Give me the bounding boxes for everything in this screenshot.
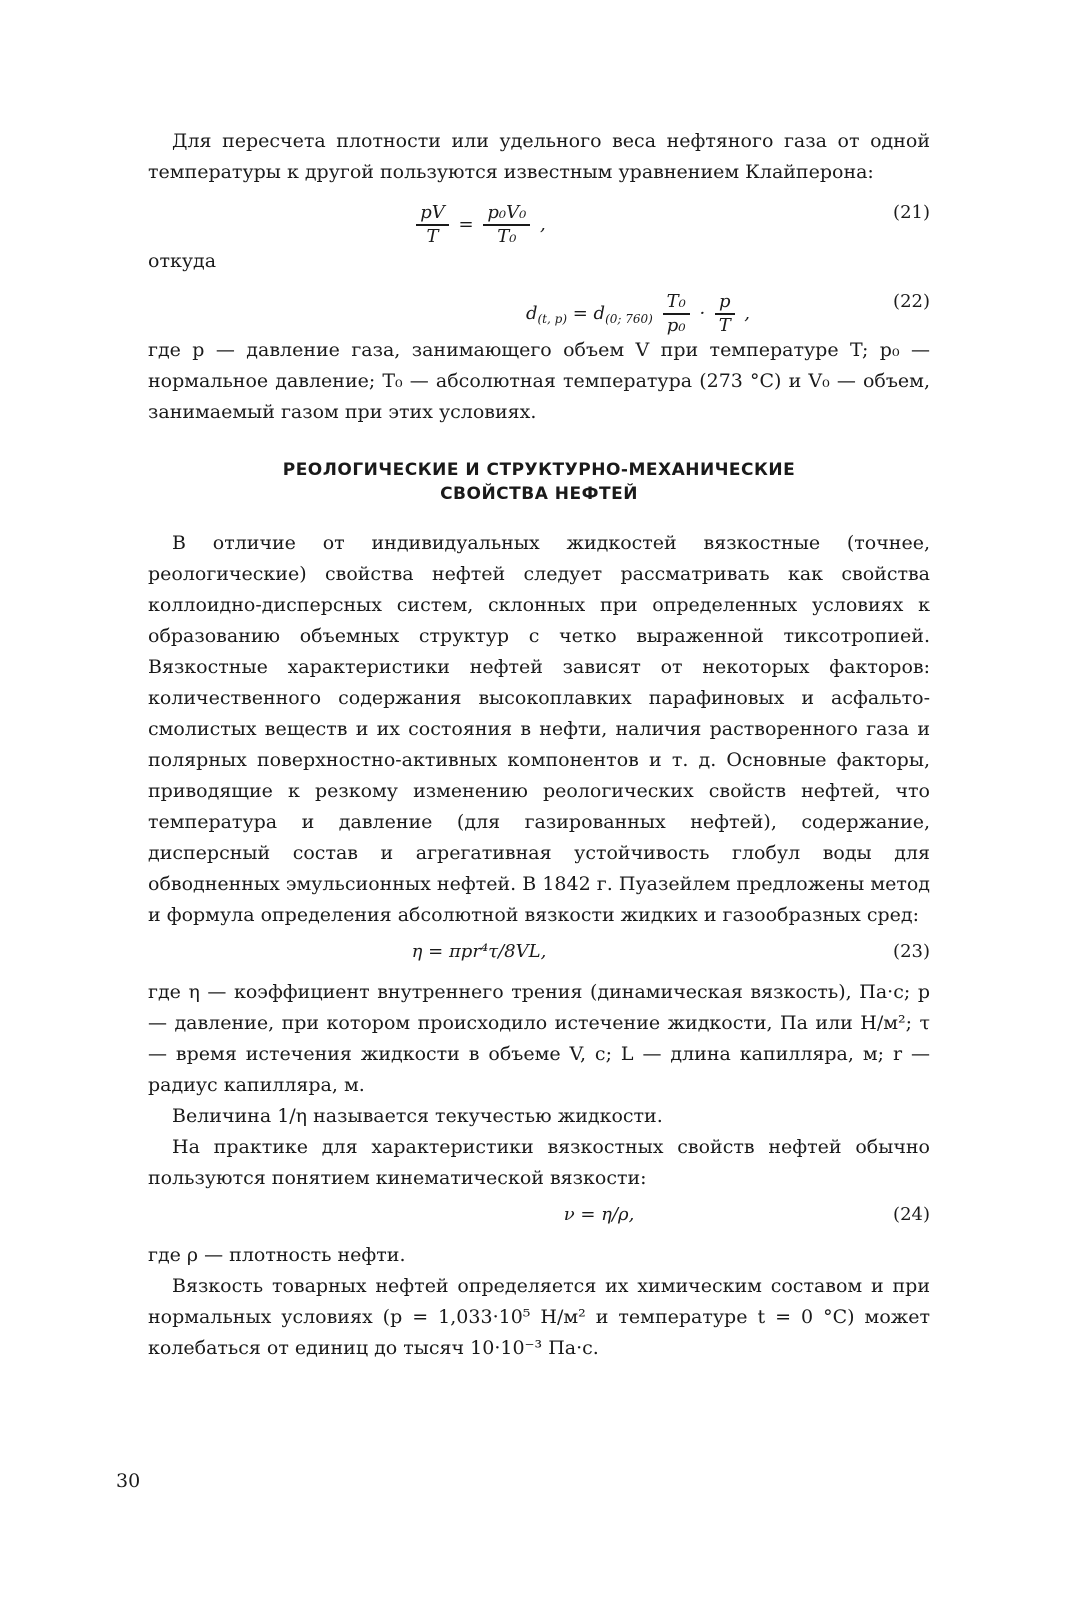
page-body (148, 126, 930, 1364)
formula-22-frac2-denominator: T (718, 315, 731, 336)
where-paragraph-1: где p — давление газа, занимающего объем V при температуре T; p₀ — нормальное давление; T₀ — абсолютная температура (273 °С) и V₀ — объем, занимаемый газом при этих условиях. (148, 339, 930, 423)
formula-21 (148, 188, 930, 246)
formula-22 (148, 277, 930, 335)
page-number: 30 (116, 1470, 141, 1492)
formula-24 (148, 1194, 930, 1240)
kinematic-paragraph: На практике для характеристики вязкостных свойств нефтей обычно пользуются понятием кинематической вязкости: (148, 1136, 930, 1189)
formula-23 (148, 931, 930, 977)
where-paragraph-2: где η — коэффициент внутреннего трения (динамическая вязкость), Па·с; p — давление, при котором происходило истечение жидкости, Па или Н/м²; τ — время истечения жидкости в объеме V, с; L — длина капилляра, м; r — радиус капилляра, м. (148, 981, 930, 1096)
section-heading-line-1: РЕОЛОГИЧЕСКИЕ И СТРУКТУРНО-МЕХАНИЧЕСКИЕ (282, 460, 796, 480)
formula-21-expression (148, 202, 810, 248)
formula-21-lhs-denominator: T (426, 226, 439, 247)
formula-22-frac2-numerator: p (715, 291, 735, 315)
formula-21-number: (21) (893, 202, 930, 223)
where-paragraph-3: где ρ — плотность нефти. (148, 1244, 406, 1266)
intro-paragraph: Для пересчета плотности или удельного веса нефтяного газа от одной температуры к другой пользуются известным уравнением Клайперона: (148, 130, 930, 183)
viscosity-paragraph: Вязкость товарных нефтей определяется их химическим составом и при нормальных условиях (p = 1,033·10⁵ Н/м² и температуре t = 0 °С) может колебаться от единиц до тысяч 10·10⁻³ Па·с. (148, 1275, 930, 1359)
formula-22-rhs-subscript: (0; 760) (605, 312, 653, 326)
formula-24-expression: ν = η/ρ, (563, 1204, 635, 1225)
otkuda-label: откуда (148, 250, 217, 272)
formula-22-frac1-denominator: p₀ (666, 315, 686, 336)
section-heading-line-2: СВОЙСТВА НЕФТЕЙ (440, 484, 638, 504)
formula-22-tail: , (744, 303, 750, 324)
rheology-paragraph: В отличие от индивидуальных жидкостей вязкостные (точнее, реологические) свойства нефтей следует рассматривать как свойства коллоидно-дисперсных систем, склонных при определенных условиях к образованию объемных структур с четко выраженной тиксотропией. Вязкостные характеристики нефтей зависят от некоторых факторов: количественного содержания высокоплавких парафиновых и асфальто-смолистых веществ и их состояния в нефти, наличия растворенного газа и полярных поверхностно-активных компонентов и т. д. Основные факторы, приводящие к резкому изменению реологических свойств нефтей, что температура и давление (для газированных нефтей), содержание, дисперсный состав и агрегативная устойчивость глобул воды для обводненных эмульсионных нефтей. В 1842 г. Пуазейлем предложены метод и формула определения абсолютной вязкости жидких и газообразных сред: (148, 532, 930, 926)
formula-22-equals: = d (572, 303, 606, 324)
formula-21-rhs-numerator: p₀V₀ (483, 202, 530, 226)
formula-22-dot: · (699, 303, 706, 324)
formula-24-number: (24) (893, 1204, 930, 1225)
formula-21-equals: = (458, 214, 474, 235)
section-heading (148, 458, 930, 506)
formula-22-lhs: d (525, 303, 538, 324)
formula-22-lhs-subscript: (t, p) (537, 312, 567, 326)
formula-23-expression: η = πpr⁴τ/8VL, (411, 941, 547, 962)
formula-21-lhs-numerator: pV (416, 202, 449, 226)
formula-21-tail: , (540, 214, 546, 235)
formula-22-expression (148, 291, 750, 337)
fluidity-paragraph: Величина 1/η называется текучестью жидкости. (172, 1105, 663, 1127)
formula-22-frac1-numerator: T₀ (663, 291, 690, 315)
formula-21-rhs-denominator: T₀ (497, 226, 517, 247)
formula-23-number: (23) (893, 941, 930, 962)
formula-22-number: (22) (893, 291, 930, 312)
